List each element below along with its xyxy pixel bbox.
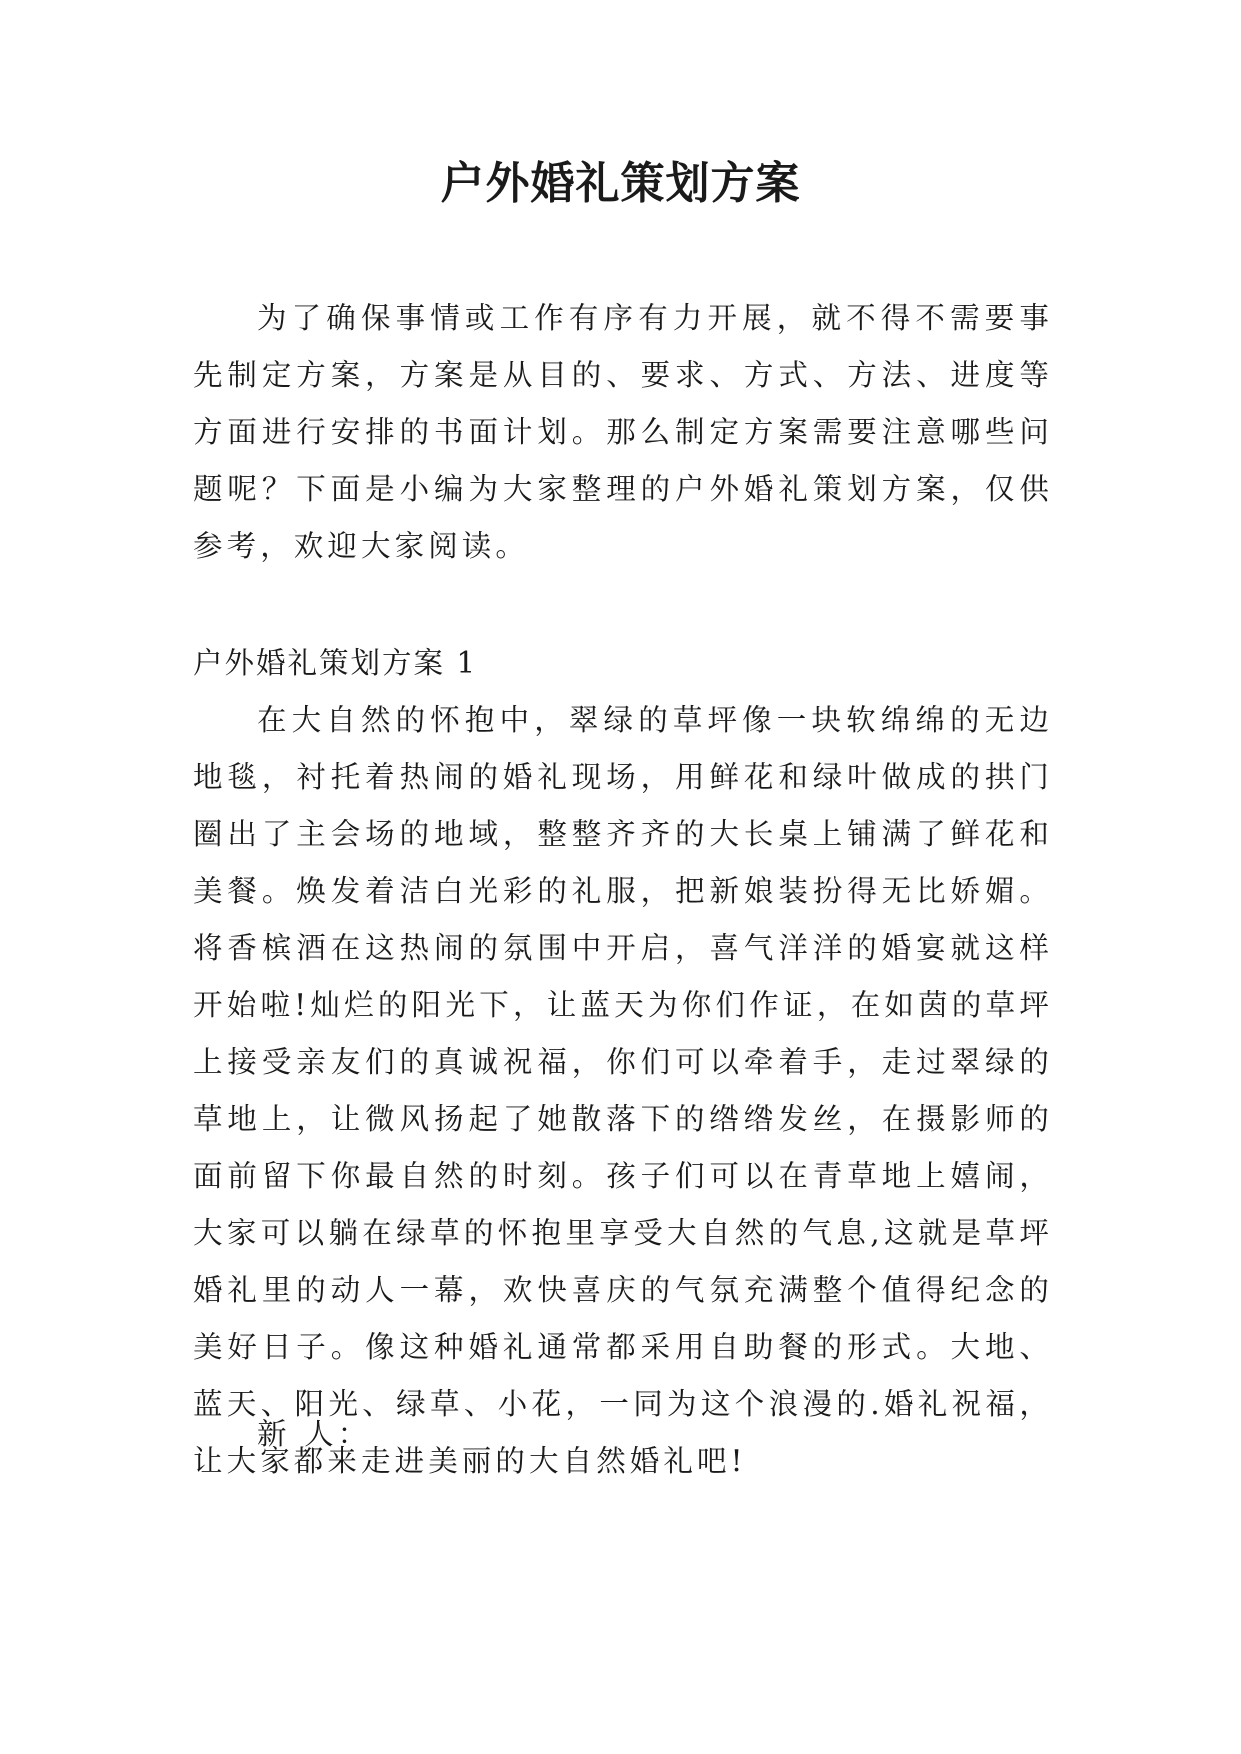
newlyweds-label: 新 人： xyxy=(257,1417,372,1451)
section-heading: 户外婚礼策划方案 1 xyxy=(193,646,478,680)
section-paragraph: 在大自然的怀抱中，翠绿的草坪像一块软绵绵的无边地毯，衬托着热闹的婚礼现场，用鲜花和绿叶做成的拱门圈出了主会场的地域，整整齐齐的大长桌上铺满了鲜花和美餐。焕发着洁白光彩的礼服，把新娘装扮得无比娇媚。将香槟酒在这热闹的氛围中开启，喜气洋洋的婚宴就这样开始啦!灿烂的阳光下，让蓝天为你们作证，在如茵的草坪上接受亲友们的真诚祝福，你们可以牵着手，走过翠绿的草地上，让微风扬起了她散落下的绺绺发丝，在摄影师的面前留下你最自然的时刻。孩子们可以在青草地上嬉闹，大家可以躺在绿草的怀抱里享受大自然的气息,这就是草坪婚礼里的动人一幕，欢快喜庆的气氛充满整个值得纪念的美好日子。像这种婚礼通常都采用自助餐的形式。大地、蓝天、阳光、绿草、小花，一同为这个浪漫的.婚礼祝福，让大家都来走进美丽的大自然婚礼吧! xyxy=(193,703,1053,1478)
intro-paragraph: 为了确保事情或工作有序有力开展，就不得不需要事先制定方案，方案是从目的、要求、方式、方法、进度等方面进行安排的书面计划。那么制定方案需要注意哪些问题呢？下面是小编为大家整理的户外婚礼策划方案，仅供参考，欢迎大家阅读。 xyxy=(193,301,1053,563)
document-title: 户外婚礼策划方案 xyxy=(440,158,801,209)
